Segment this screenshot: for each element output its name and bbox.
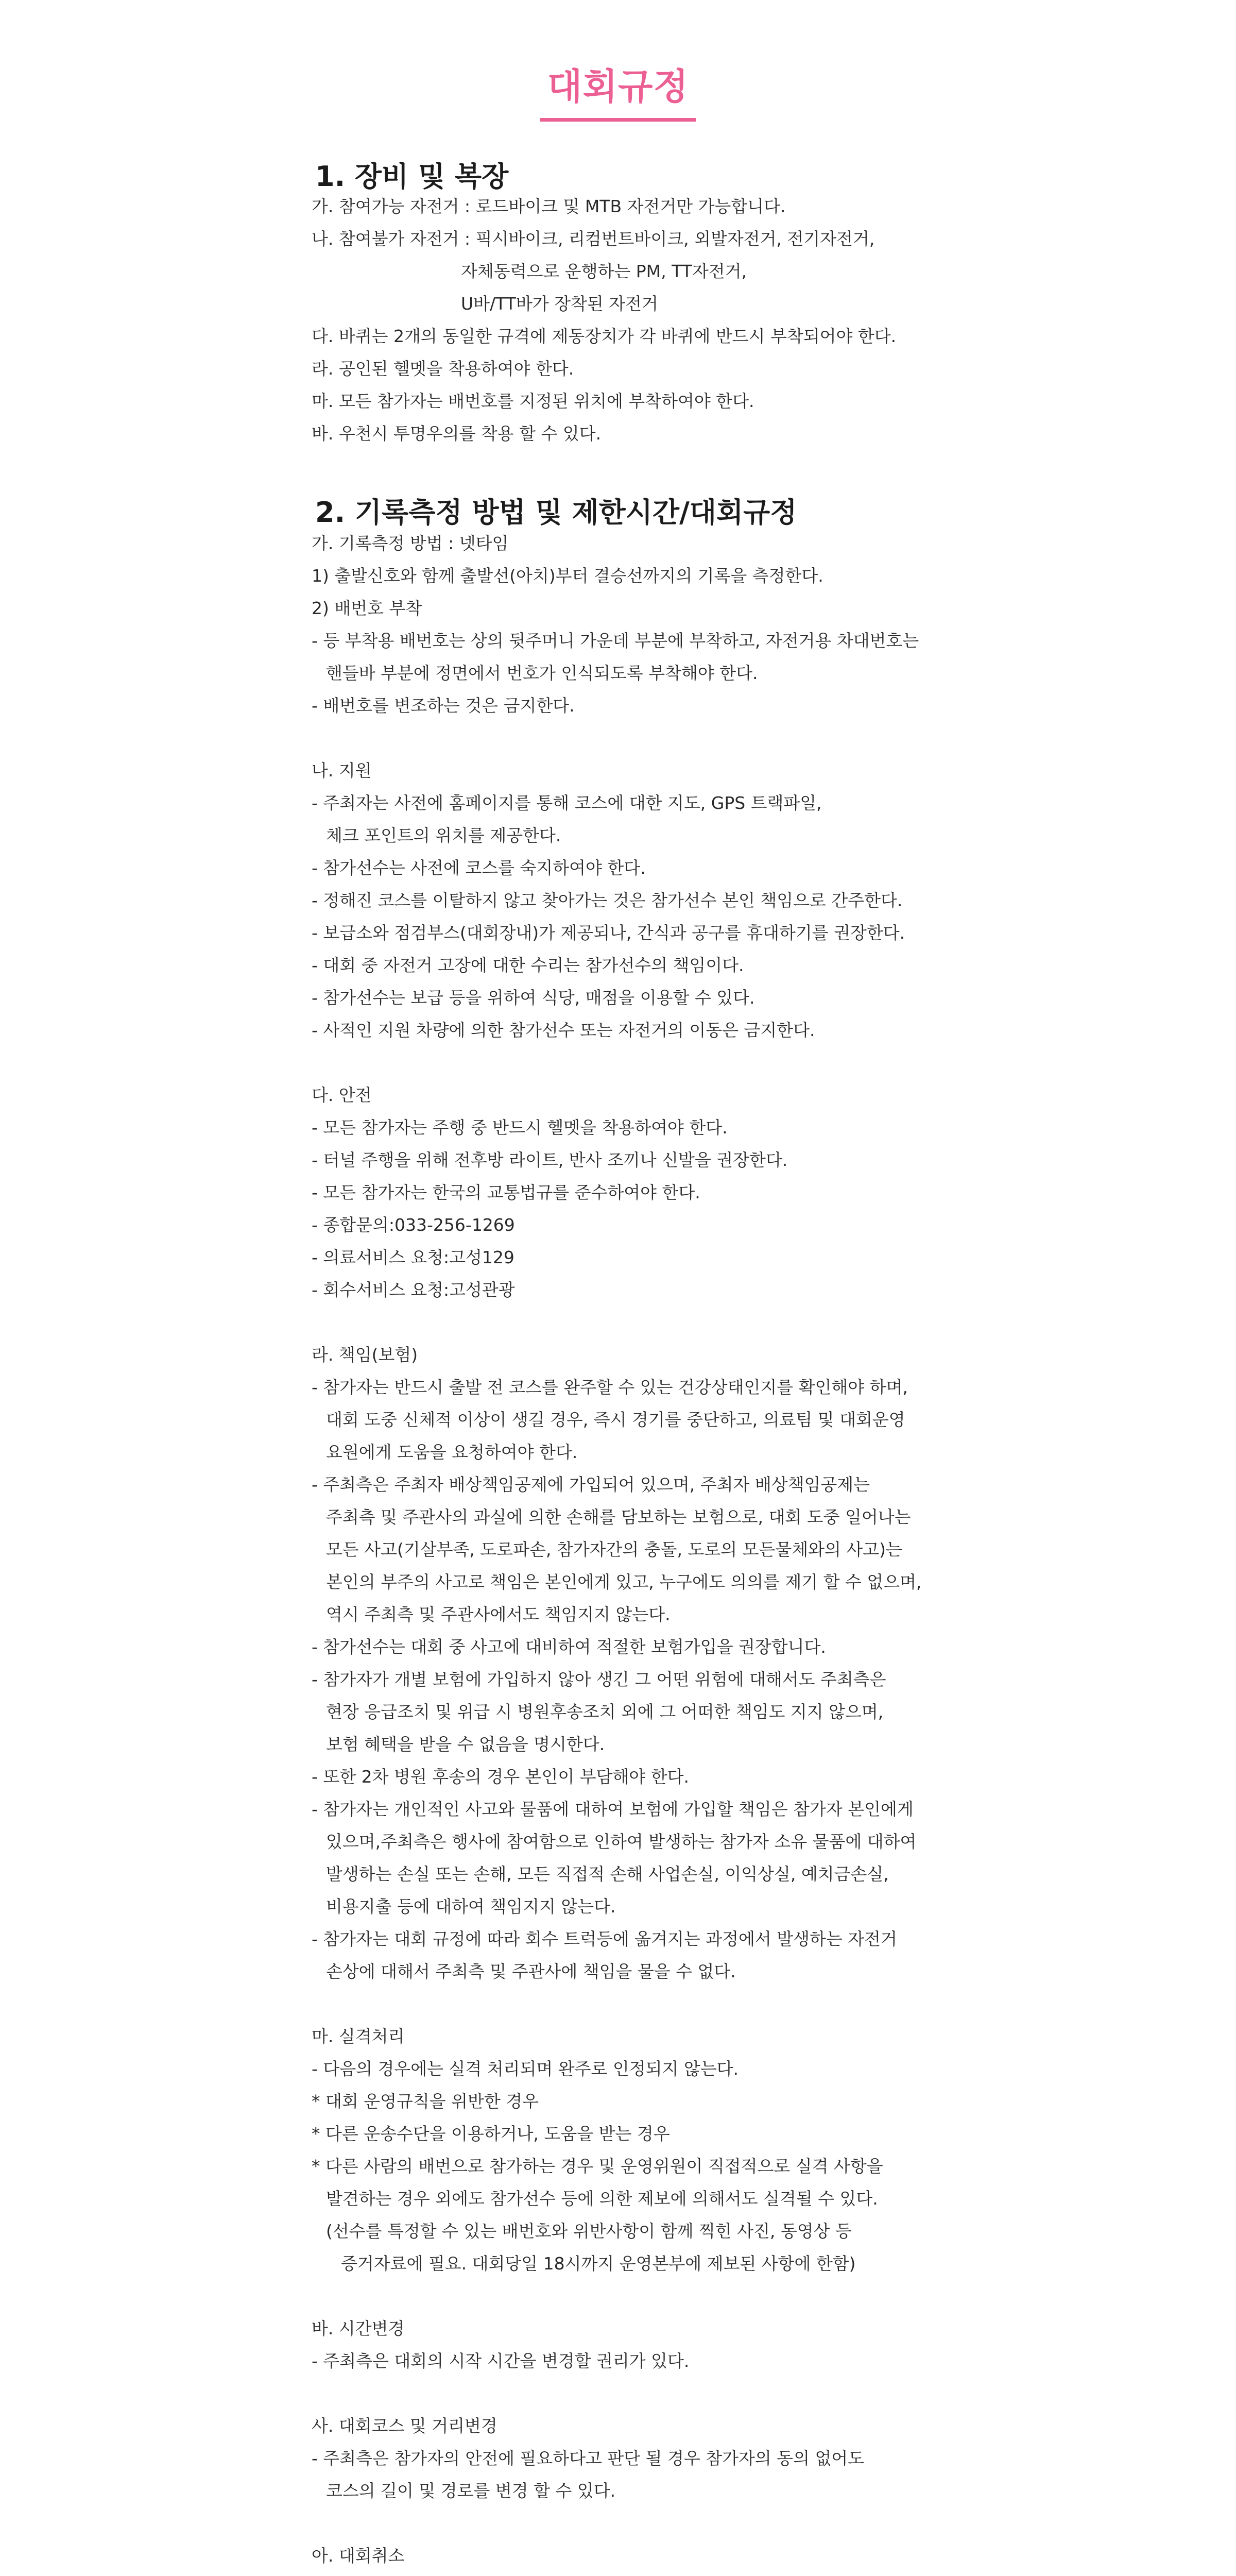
- rule-line: - 등 부착용 배번호는 상의 뒷주머니 가운데 부분에 부착하고, 자전거용 차대번호는: [312, 631, 919, 651]
- rule-line: 증거자료에 필요. 대회당일 18시까지 운영본부에 제보된 사항에 한함): [341, 2253, 856, 2274]
- rule-line: 손상에 대해서 주최측 및 주관사에 책임을 물을 수 없다.: [326, 1961, 736, 1981]
- rule-line: 자체동력으로 운행하는 PM, TT자전거,: [461, 261, 747, 281]
- rule-line: - 의료서비스 요청:고성129: [312, 1247, 514, 1267]
- rule-line: * 다른 운송수단을 이용하거나, 도움을 받는 경우: [312, 2124, 670, 2144]
- subsection-heading: 마. 실격처리: [312, 2026, 405, 2046]
- rule-line: 있으며,주최측은 행사에 참여함으로 인하여 발생하는 참가자 소유 물품에 대하여: [326, 1832, 917, 1852]
- rule-line: U바/TT바가 장착된 자전거: [461, 294, 658, 314]
- rule-line: - 보급소와 점검부스(대회장내)가 제공되나, 간식과 공구를 휴대하기를 권장한다.: [312, 923, 905, 943]
- subsection-heading: 아. 대회취소: [312, 2546, 405, 2566]
- title-container: [0, 58, 1236, 122]
- rule-line: - 대회 중 자전거 고장에 대한 수리는 참가선수의 책임이다.: [312, 955, 744, 975]
- rule-line: - 회수서비스 요청:고성관광: [312, 1280, 515, 1300]
- rule-line: 주최측 및 주관사의 과실에 의한 손해를 담보하는 보험으로, 대회 도중 일어나는: [326, 1507, 911, 1527]
- rule-line: - 참가자는 개인적인 사고와 물품에 대하여 보험에 가입할 책임은 참가자 본인에게: [312, 1799, 914, 1819]
- subsection-heading: 라. 책임(보험): [312, 1345, 418, 1365]
- rule-line: * 대회 운영규칙을 위반한 경우: [312, 2091, 539, 2111]
- rule-line: 나. 참여불가 자전거 : 픽시바이크, 리컴번트바이크, 외발자전거, 전기자전거,: [312, 229, 875, 249]
- rule-line: - 주최측은 대회의 시작 시간을 변경할 권리가 있다.: [312, 2351, 690, 2371]
- rule-line: - 모든 참가자는 한국의 교통법규를 준수하여야 한다.: [312, 1182, 700, 1202]
- rule-line: - 모든 참가자는 주행 중 반드시 헬멧을 착용하여야 한다.: [312, 1117, 728, 1138]
- rule-line: - 사적인 지원 차량에 의한 참가선수 또는 자전거의 이동은 금지한다.: [312, 1020, 815, 1040]
- subsection-heading: 나. 지원: [312, 760, 372, 781]
- section-heading-equipment: 1. 장비 및 복장: [315, 160, 509, 193]
- rule-line: 코스의 길이 및 경로를 변경 할 수 있다.: [326, 2481, 616, 2501]
- rule-line: - 주최측은 참가자의 안전에 필요하다고 판단 될 경우 참가자의 동의 없어도: [312, 2448, 865, 2468]
- rule-line: 요원에게 도움을 요청하여야 한다.: [326, 1442, 578, 1462]
- rule-line: - 참가선수는 사전에 코스를 숙지하여야 한다.: [312, 858, 646, 878]
- rule-line: 핸들바 부분에 정면에서 번호가 인식되도록 부착해야 한다.: [326, 663, 758, 683]
- rule-line: - 다음의 경우에는 실격 처리되며 완주로 인정되지 않는다.: [312, 2059, 739, 2079]
- rule-line: - 참가선수는 보급 등을 위하여 식당, 매점을 이용할 수 있다.: [312, 988, 755, 1008]
- rule-line: 현장 응급조치 및 위급 시 병원후송조치 외에 그 어떠한 책임도 지지 않으며,: [326, 1702, 884, 1722]
- rule-line: 가. 기록측정 방법 : 넷타임: [312, 533, 509, 553]
- rule-line: - 참가자가 개별 보험에 가입하지 않아 생긴 그 어떤 위험에 대해서도 주최측은: [312, 1669, 886, 1689]
- rule-line: 체크 포인트의 위치를 제공한다.: [326, 825, 561, 845]
- rule-line: - 터널 주행을 위해 전후방 라이트, 반사 조끼나 신발을 권장한다.: [312, 1150, 788, 1170]
- rule-line: 바. 우천시 투명우의를 착용 할 수 있다.: [312, 423, 602, 444]
- rule-line: 가. 참여가능 자전거 : 로드바이크 및 MTB 자전거만 가능합니다.: [312, 196, 786, 216]
- subsection-heading: 사. 대회코스 및 거리변경: [312, 2416, 497, 2436]
- rule-line: - 정해진 코스를 이탈하지 않고 찾아가는 것은 참가선수 본인 책임으로 간주한다.: [312, 890, 903, 910]
- rule-line: (선수를 특정할 수 있는 배번호와 위반사항이 함께 찍힌 사진, 동영상 등: [326, 2221, 852, 2241]
- subsection-heading: 바. 시간변경: [312, 2318, 405, 2338]
- rule-line: 대회 도중 신체적 이상이 생길 경우, 즉시 경기를 중단하고, 의료팀 및 대회운영: [326, 1410, 905, 1430]
- page-title: 대회규정: [540, 58, 696, 122]
- rule-line: - 참가자는 대회 규정에 따라 회수 트럭등에 옮겨지는 과정에서 발생하는 자전거: [312, 1929, 897, 1949]
- rule-line: - 주최측은 주최자 배상책임공제에 가입되어 있으며, 주최자 배상책임공제는: [312, 1475, 870, 1495]
- contact-phone: - 종합문의:033-256-1269: [312, 1215, 515, 1235]
- rule-line: - 참가자는 반드시 출발 전 코스를 완주할 수 있는 건강상태인지를 확인해야 하며,: [312, 1377, 908, 1397]
- rule-line: * 다른 사람의 배번으로 참가하는 경우 및 운영위원이 직접적으로 실격 사항을: [312, 2156, 883, 2176]
- rule-line: 마. 모든 참가자는 배번호를 지정된 위치에 부착하여야 한다.: [312, 391, 754, 411]
- rule-line: 다. 바퀴는 2개의 동일한 규격에 제동장치가 각 바퀴에 반드시 부착되어야 한다.: [312, 326, 897, 346]
- rule-line: - 참가선수는 대회 중 사고에 대비하여 적절한 보험가입을 권장합니다.: [312, 1637, 826, 1657]
- rule-line: 보험 혜택을 받을 수 없음을 명시한다.: [326, 1734, 605, 1754]
- rule-line: 2) 배번호 부착: [312, 598, 422, 618]
- rule-line: 본인의 부주의 사고로 책임은 본인에게 있고, 누구에도 의의를 제기 할 수 없으며,: [326, 1572, 922, 1592]
- rule-line: 역시 주최측 및 주관사에서도 책임지지 않는다.: [326, 1604, 671, 1624]
- rule-line: - 배번호를 변조하는 것은 금지한다.: [312, 696, 575, 716]
- rule-line: - 주최자는 사전에 홈페이지를 통해 코스에 대한 지도, GPS 트랙파일,: [312, 793, 822, 813]
- section-heading-rules: 2. 기록측정 방법 및 제한시간/대회규정: [315, 496, 797, 529]
- rule-line: 모든 사고(기살부족, 도로파손, 참가자간의 충돌, 도로의 모든물체와의 사고)는: [326, 1539, 902, 1560]
- rule-line: 발생하는 손실 또는 손해, 모든 직접적 손해 사업손실, 이익상실, 예치금손실,: [326, 1864, 889, 1884]
- rule-line: 1) 출발신호와 함께 출발선(아치)부터 결승선까지의 기록을 측정한다.: [312, 566, 823, 586]
- rule-line: - 또한 2차 병원 후송의 경우 본인이 부담해야 한다.: [312, 1767, 689, 1787]
- rule-line: 비용지출 등에 대하여 책임지지 않는다.: [326, 1896, 616, 1917]
- rule-line: 라. 공인된 헬멧을 착용하여야 한다.: [312, 359, 574, 379]
- subsection-heading: 다. 안전: [312, 1085, 372, 1105]
- rule-line: 발견하는 경우 외에도 참가선수 등에 의한 제보에 의해서도 실격될 수 있다.: [326, 2189, 878, 2209]
